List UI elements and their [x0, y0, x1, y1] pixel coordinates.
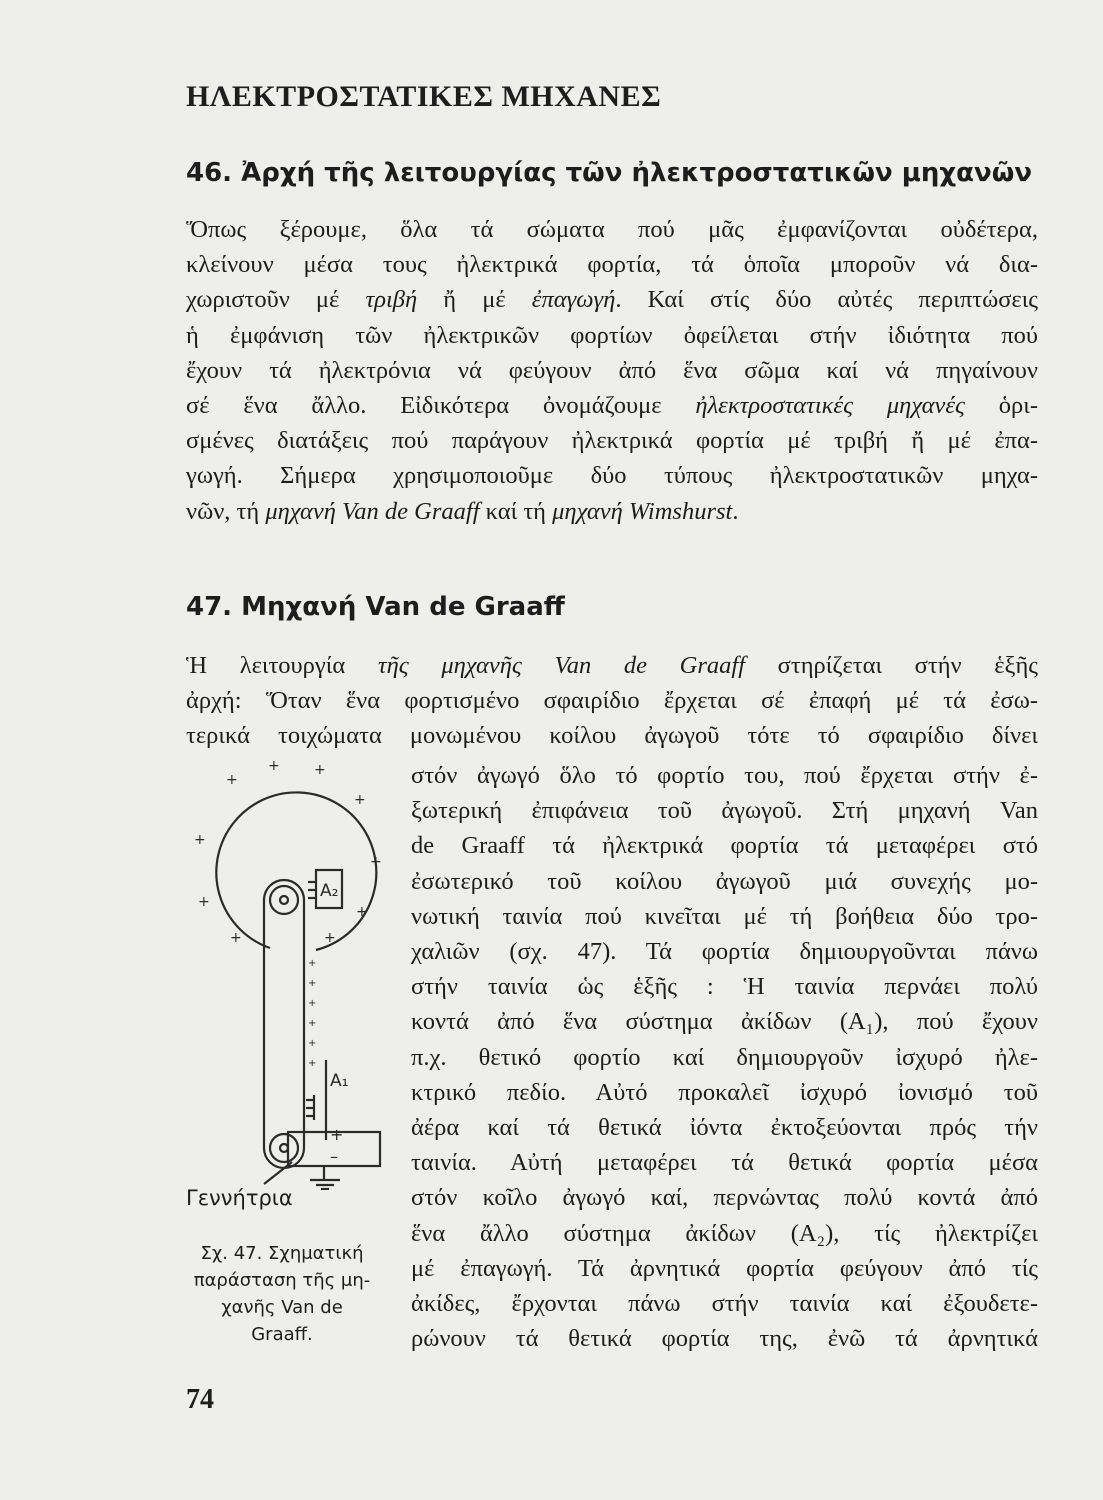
caption-line: παράσταση τῆς μη-: [193, 1270, 371, 1291]
text-line: ἀέρα καί τά θετικά ἰόντα ἐκτοξεύονται πρός τήν: [411, 1114, 1038, 1142]
text-line: στόν ἀγωγό ὅλο τό φορτίο του, πού ἔρχεται στήν ἐ-: [411, 762, 1038, 789]
text-line: ἀρχή: Ὅταν ἕνα φορτισμένο σφαιρίδιο ἔρχεται σέ ἐπαφή μέ τά ἐσω-: [186, 687, 1038, 715]
paragraph-intro: [186, 212, 1038, 529]
text-run: ὁρι-: [964, 392, 1038, 420]
text-line: στήν ταινία ὡς ἑξῆς : Ἡ ταινία περνάει πολύ: [411, 973, 1038, 1001]
text-line: ρώνουν τά θετικά φορτία της, ἐνῶ τά ἀρνητικά: [411, 1325, 1038, 1353]
text-line: στόν κοῖλο ἀγωγό καί, περνώντας πολύ κοντά ἀπό: [411, 1184, 1038, 1212]
section-47-title: 47. Μηχανή Van de Graaff: [186, 592, 565, 622]
text-line: κοντά ἀπό ἕνα σύστημα ἀκίδων (A₁), πού ἔχουν: [411, 1008, 1038, 1036]
section-46-title: 46. Ἀρχή τῆς λειτουργίας τῶν ἠλεκτροστατικῶν μηχανῶν: [186, 158, 1033, 188]
running-head: ΗΛΕΚΤΡΟΣΤΑΤΙΚΕΣ ΜΗΧΑΝΕΣ: [186, 80, 662, 113]
generator-label: Γεννήτρια: [186, 1186, 293, 1210]
svg-text:+: +: [354, 792, 366, 808]
hollow-conductor-sphere: [216, 792, 376, 950]
svg-text:+: +: [226, 772, 238, 788]
svg-text:+: +: [370, 854, 382, 870]
upper-pulley-hub: [280, 896, 288, 904]
text-line: ταινία. Αὐτή μεταφέρει τά θετικά φορτία μέσα: [411, 1149, 1038, 1177]
caption-line: Σχ. 47. Σχηματική: [200, 1243, 364, 1264]
text-run: νῶν, τή: [186, 497, 266, 525]
text-line: de Graaff τά ἠλεκτρικά φορτία τά μεταφέρει στό: [411, 832, 1038, 860]
text-line: ἡ ἐμφάνιση τῶν ἠλεκτρικῶν φορτίων ὀφείλεται στήν ἰδιότητα πού: [186, 321, 1038, 349]
text-line: [186, 494, 1038, 529]
term-van-de-graaff: μηχανή Van de Graaff: [265, 497, 480, 525]
term-wimshurst: μηχανή Wimshurst: [552, 497, 733, 525]
text-run: στηρίζεται στήν ἑξῆς: [745, 652, 1038, 679]
page-number: 74: [186, 1384, 214, 1415]
svg-text:+: +: [308, 1018, 317, 1029]
term-electrostatic-machines: ἠλεκτροστατικές μηχανές: [695, 392, 965, 420]
text-line: Ὅπως ξέρουμε, ὅλα τά σώματα πού μᾶς ἐμφανίζονται οὐδέτερα,: [186, 216, 1038, 243]
text-line: [186, 648, 1038, 683]
svg-text:+: +: [194, 832, 206, 848]
text-run: Ἡ λειτουργία: [186, 652, 378, 679]
text-line: π.χ. θετικό φορτίο καί δημιουργοῦν ἰσχυρό ἠλε-: [411, 1043, 1038, 1071]
lower-pulley-hub: [280, 1144, 288, 1152]
term-induction: ἐπαγωγή: [531, 286, 616, 314]
caption-line: χανῆς Van de: [221, 1297, 343, 1318]
caption-line: Graaff.: [251, 1324, 313, 1345]
svg-text:+: +: [198, 894, 210, 910]
text-line: μέ ἐπαγωγή. Τά ἀρνητικά φορτία φεύγουν ἀπό τίς: [411, 1254, 1038, 1282]
belt: [264, 880, 304, 1168]
svg-text:+: +: [308, 978, 317, 989]
text-line: γωγή. Σήμερα χρησιμοποιοῦμε δύο τύπους ἠλεκτροστατικῶν μηχα-: [186, 462, 1038, 490]
label-a2: A₂: [320, 881, 339, 901]
upper-pulley: [270, 886, 298, 914]
svg-text:–: –: [330, 1147, 338, 1166]
text-line: [186, 388, 1038, 423]
paragraph-van-de-graaff-intro: [186, 648, 1038, 754]
label-a1: A₁: [330, 1071, 349, 1091]
text-line: κτρικό πεδίο. Αὐτό προκαλεῖ ἰσχυρό ἰονισμό τοῦ: [411, 1078, 1038, 1106]
text-line: νωτική ταινία πού κινεῖται μέ τή βοήθεια δύο τρο-: [411, 902, 1038, 930]
text-line: ἔχουν τά ἠλεκτρόνια νά φεύγουν ἀπό ἕνα σῶμα καί νά πηγαίνουν: [186, 356, 1038, 384]
text-run: ἤ μέ: [417, 286, 532, 314]
svg-text:+: +: [308, 958, 317, 969]
text-line: ἕνα ἄλλο σύστημα ἀκίδων (A₂), τίς ἠλεκτρίζει: [411, 1219, 1038, 1247]
svg-text:+: +: [330, 1125, 344, 1144]
text-line: χαλιῶν (σχ. 47). Τά φορτία δημιουργοῦνται πάνω: [411, 938, 1038, 966]
svg-text:+: +: [308, 1058, 317, 1069]
text-run: καί τή: [479, 497, 553, 525]
surface-charges: [194, 760, 382, 946]
text-run: χωριστοῦν μέ: [186, 286, 366, 314]
text-line: ἀκίδες, ἔρχονται πάνω στήν ταινία καί ἐξουδετε-: [411, 1290, 1038, 1318]
svg-text:+: +: [314, 762, 326, 778]
svg-text:+: +: [308, 998, 317, 1009]
text-line: [186, 282, 1038, 317]
paragraph-wrapped-text: [411, 758, 1038, 1356]
figure-caption: [186, 1240, 378, 1348]
lower-pulley: [270, 1134, 298, 1162]
van-de-graaff-diagram: [184, 760, 400, 1190]
term-friction: τριβή: [365, 286, 418, 314]
text-line: ξωτερική ἐπιφάνεια τοῦ ἀγωγοῦ. Στή μηχανή Van: [411, 797, 1038, 825]
svg-text:+: +: [324, 930, 336, 946]
text-run: . Καί στίς δύο αὐτές περιπτώσεις: [615, 286, 1038, 314]
svg-text:+: +: [230, 930, 242, 946]
svg-text:+: +: [308, 1038, 317, 1049]
belt-charges: [308, 958, 316, 1069]
text-line: ἐσωτερικό τοῦ κοίλου ἀγωγοῦ μιά συνεχής μο-: [411, 867, 1038, 895]
text-run: σέ ἕνα ἄλλο. Εἰδικότερα ὀνομάζουμε: [186, 392, 696, 420]
svg-text:+: +: [356, 904, 368, 920]
text-line: σμένες διατάξεις πού παράγουν ἠλεκτρικά φορτία μέ τριβή ἤ μέ ἐπα-: [186, 427, 1038, 455]
text-run: .: [732, 497, 739, 525]
svg-text:+: +: [268, 760, 280, 774]
text-line: τερικά τοιχώματα μονωμένου κοίλου ἀγωγοῦ τότε τό σφαιρίδιο δίνει: [186, 722, 1038, 750]
term-machine: τῆς μηχανῆς Van de Graaff: [377, 652, 746, 679]
text-line: κλείνουν μέσα τους ἠλεκτρικά φορτία, τά ὁποῖα μποροῦν νά δια-: [186, 251, 1038, 279]
